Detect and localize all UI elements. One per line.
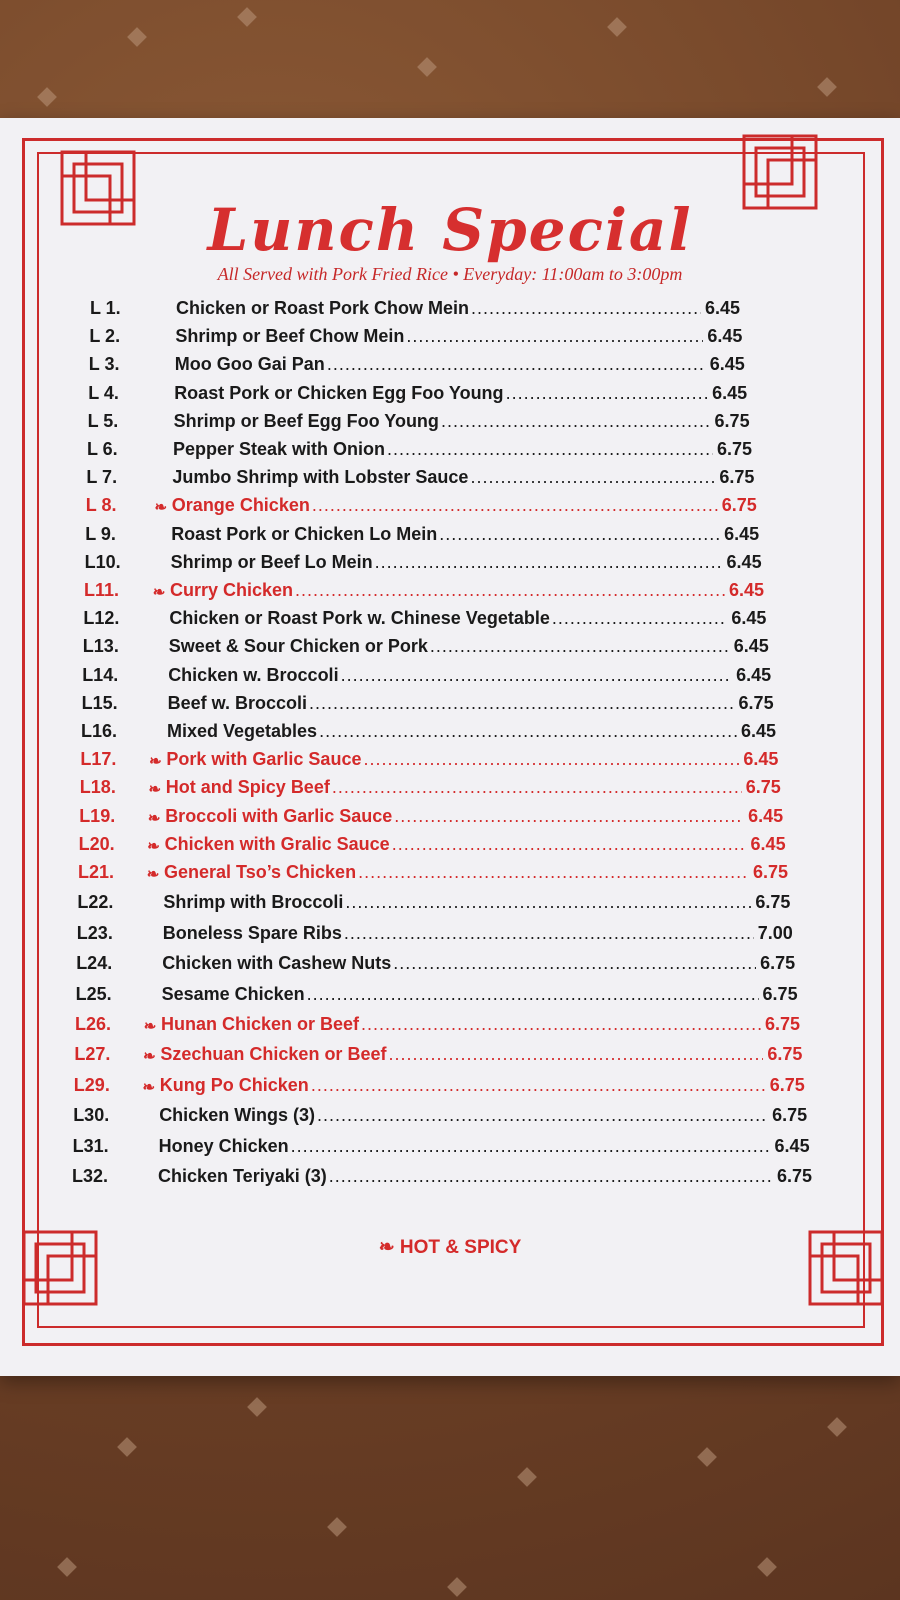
- item-code: L29.: [73, 1074, 110, 1095]
- item-price: 6.75: [760, 953, 796, 974]
- dot-leader: [317, 1105, 768, 1126]
- dot-leader: [388, 1044, 763, 1065]
- item-price: 6.75: [719, 467, 755, 488]
- item-price: 6.75: [764, 1014, 800, 1034]
- item-code: L32.: [72, 1166, 109, 1186]
- item-price: 6.75: [721, 495, 757, 516]
- item-price: 6.45: [709, 354, 745, 375]
- item-code: L14.: [82, 664, 119, 685]
- item-code: L15.: [81, 692, 118, 713]
- item-price: 6.75: [755, 892, 791, 913]
- item-code: L27.: [74, 1044, 111, 1065]
- menu-sheet: [0, 118, 900, 1376]
- item-code: L26.: [75, 1014, 112, 1034]
- item-price: 7.00: [757, 922, 793, 943]
- menu-item: [79, 519, 759, 545]
- page-title: Lunch Special: [207, 196, 693, 264]
- chili-pepper-icon: ❧: [152, 584, 166, 601]
- item-price: 6.75: [716, 439, 752, 459]
- tablecloth-dot: [247, 1397, 267, 1417]
- chili-pepper-icon: ❧: [154, 499, 168, 517]
- item-code: L12.: [83, 608, 120, 629]
- chili-pepper-icon: ❧: [143, 1048, 156, 1066]
- menu-item: [67, 1131, 810, 1157]
- item-price: 6.75: [714, 410, 750, 431]
- item-code: L18.: [79, 777, 116, 798]
- item-code: L11.: [84, 580, 120, 600]
- item-code: L25.: [75, 983, 112, 1004]
- menu-item: [77, 603, 766, 629]
- dot-leader: [312, 495, 718, 516]
- dot-leader: [345, 892, 751, 913]
- menu-item: [82, 378, 747, 404]
- legend-label: HOT & SPICY: [399, 1237, 522, 1258]
- item-price: 6.45: [743, 749, 779, 770]
- item-name: Chicken Teriyaki (3): [158, 1166, 327, 1186]
- menu-item: [69, 1009, 800, 1035]
- item-price: 6.75: [767, 1044, 803, 1065]
- item-price: 6.75: [772, 1105, 808, 1126]
- item-name: Sweet & Sour Chicken or Pork: [168, 636, 428, 657]
- item-price: 6.75: [738, 692, 774, 713]
- item-name: Kung Po Chicken: [159, 1074, 309, 1095]
- item-code: L22.: [77, 892, 114, 913]
- menu-item: [79, 547, 762, 573]
- item-name: Moo Goo Gai Pan: [174, 354, 325, 375]
- menu-item: [68, 1039, 802, 1065]
- menu-item: [72, 857, 788, 883]
- item-name: Beef w. Broccoli: [167, 692, 307, 713]
- item-name: Pork with Garlic Sauce: [166, 749, 362, 770]
- dot-leader: [358, 862, 749, 883]
- dot-leader: [552, 608, 728, 629]
- tablecloth-dot: [417, 57, 437, 77]
- menu-item: [80, 462, 754, 488]
- tablecloth-dot: [607, 17, 627, 37]
- item-price: 6.45: [712, 382, 748, 403]
- item-name: Shrimp or Beef Egg Foo Young: [173, 410, 439, 431]
- item-name: Szechuan Chicken or Beef: [160, 1044, 387, 1065]
- tablecloth-dot: [237, 7, 257, 27]
- item-price: 6.45: [728, 580, 764, 600]
- dot-leader: [309, 693, 735, 714]
- chili-pepper-icon: ❧: [142, 1078, 156, 1096]
- item-name: Honey Chicken: [158, 1135, 289, 1156]
- menu-item: [74, 772, 781, 798]
- item-code: L 1.: [90, 298, 121, 318]
- item-code: L 7.: [86, 467, 118, 488]
- item-name: Mixed Vegetables: [167, 721, 318, 741]
- item-name: Roast Pork or Chicken Lo Mein: [171, 523, 438, 544]
- menu-item: [81, 434, 752, 460]
- tablecloth-dot: [817, 77, 837, 97]
- menu-item: [67, 1100, 807, 1126]
- chili-pepper-icon: ❧: [149, 753, 162, 771]
- item-name: Roast Pork or Chicken Egg Foo Young: [174, 382, 504, 403]
- menu-item: [76, 688, 774, 714]
- menu-item: [83, 349, 745, 375]
- dot-leader: [332, 777, 742, 798]
- item-price: 6.75: [769, 1074, 805, 1095]
- tablecloth-dot: [757, 1557, 777, 1577]
- dot-leader: [329, 1166, 773, 1187]
- chili-pepper-icon: ❧: [146, 866, 160, 883]
- menu-item: [73, 829, 786, 855]
- item-name: Shrimp with Broccoli: [163, 892, 344, 913]
- item-price: 6.45: [724, 523, 760, 544]
- menu-item: [73, 801, 783, 827]
- dot-leader: [291, 1136, 771, 1157]
- menu-item: [66, 1161, 812, 1187]
- item-name: Chicken or Roast Pork w. Chinese Vegetable: [169, 608, 550, 629]
- item-code: L 2.: [89, 326, 121, 347]
- dot-leader: [375, 552, 723, 573]
- item-code: L16.: [81, 721, 118, 741]
- menu-item: [71, 918, 793, 944]
- dot-leader: [406, 326, 703, 347]
- item-price: 6.45: [704, 298, 740, 318]
- tablecloth-dot: [57, 1557, 77, 1577]
- tablecloth-dot: [697, 1447, 717, 1467]
- tablecloth-dot: [327, 1517, 347, 1537]
- dot-leader: [506, 383, 709, 404]
- dot-leader: [392, 834, 747, 855]
- menu-item: [68, 1070, 805, 1096]
- item-code: L 8.: [85, 495, 117, 516]
- item-code: L13.: [82, 636, 119, 657]
- item-code: L24.: [76, 953, 113, 974]
- menu-item: [80, 490, 757, 516]
- tablecloth-dot: [127, 27, 147, 47]
- chili-pepper-icon: ❧: [147, 809, 161, 827]
- dot-leader: [441, 411, 711, 432]
- menu-item: [74, 744, 778, 770]
- menu-item: [84, 293, 740, 319]
- item-code: L 5.: [87, 410, 119, 431]
- item-code: L 3.: [88, 354, 120, 375]
- chili-pepper-icon: ❧: [148, 781, 162, 799]
- tablecloth-dot: [447, 1577, 467, 1597]
- item-name: Boneless Spare Ribs: [162, 922, 342, 943]
- dot-leader: [363, 749, 739, 770]
- item-name: Chicken with Gralic Sauce: [164, 833, 390, 854]
- item-code: L 4.: [88, 382, 119, 403]
- item-price: 6.45: [750, 833, 786, 854]
- chili-pepper-icon: ❧: [143, 1018, 157, 1035]
- tablecloth-dot: [827, 1417, 847, 1437]
- item-name: Chicken or Roast Pork Chow Mein: [176, 298, 470, 318]
- item-code: L17.: [80, 749, 117, 770]
- dot-leader: [393, 953, 756, 974]
- dot-leader: [311, 1075, 766, 1096]
- menu-item: [78, 575, 764, 601]
- tablecloth-dot: [37, 87, 57, 107]
- menu-item: [77, 631, 769, 657]
- menu-item: [70, 948, 795, 974]
- hot-spicy-legend: [0, 1236, 900, 1259]
- menu-item: [76, 660, 771, 686]
- item-price: 6.45: [733, 636, 769, 657]
- item-name: Orange Chicken: [171, 495, 310, 516]
- item-code: L20.: [78, 833, 115, 854]
- chili-pepper-icon: ❧: [147, 837, 160, 855]
- item-code: L30.: [73, 1105, 110, 1126]
- item-code: L19.: [79, 805, 116, 826]
- item-name: General Tso’s Chicken: [164, 862, 357, 882]
- dot-leader: [387, 439, 713, 460]
- item-code: L 6.: [87, 439, 118, 459]
- item-name: Sesame Chicken: [161, 983, 305, 1004]
- item-code: L21.: [78, 862, 115, 882]
- item-name: Chicken w. Broccoli: [168, 664, 339, 685]
- dot-leader: [307, 984, 759, 1005]
- dot-leader: [439, 524, 720, 545]
- dot-leader: [430, 636, 730, 657]
- tablecloth-dot: [117, 1437, 137, 1457]
- item-code: L10.: [84, 551, 121, 572]
- item-price: 6.45: [740, 721, 776, 741]
- item-name: Curry Chicken: [170, 580, 294, 600]
- item-price: 6.75: [776, 1166, 812, 1186]
- item-name: Hot and Spicy Beef: [165, 777, 330, 798]
- item-price: 6.45: [726, 551, 762, 572]
- item-code: L31.: [72, 1135, 109, 1156]
- item-price: 6.75: [762, 983, 798, 1004]
- dot-leader: [361, 1014, 761, 1035]
- tablecloth-dot: [517, 1467, 537, 1487]
- item-name: Shrimp or Beef Lo Mein: [170, 551, 373, 572]
- menu-item: [71, 887, 790, 913]
- item-code: L23.: [76, 922, 113, 943]
- dot-leader: [394, 806, 744, 827]
- item-name: Jumbo Shrimp with Lobster Sauce: [172, 467, 469, 488]
- menu-item: [75, 716, 776, 742]
- item-price: 6.45: [748, 805, 784, 826]
- dot-leader: [470, 467, 715, 488]
- page-subtitle: All Served with Pork Fried Rice • Everyday: 11:00am to 3:00pm: [217, 264, 683, 284]
- item-price: 6.45: [774, 1135, 810, 1156]
- menu-item: [83, 321, 742, 347]
- item-name: Chicken with Cashew Nuts: [162, 953, 392, 974]
- item-price: 6.75: [745, 777, 781, 798]
- item-name: Pepper Steak with Onion: [173, 439, 386, 459]
- item-price: 6.45: [707, 326, 743, 347]
- dot-leader: [341, 665, 733, 686]
- menu-item: [82, 406, 750, 432]
- dot-leader: [344, 923, 754, 944]
- dot-leader: [471, 298, 701, 319]
- item-price: 6.45: [736, 664, 772, 685]
- dot-leader: [327, 354, 706, 375]
- item-price: 6.45: [731, 608, 767, 629]
- item-code: L 9.: [85, 523, 116, 544]
- chili-pepper-icon: ❧: [378, 1237, 395, 1258]
- menu-item: [70, 979, 798, 1005]
- item-name: Chicken Wings (3): [159, 1105, 316, 1126]
- item-name: Shrimp or Beef Chow Mein: [175, 326, 405, 347]
- item-name: Broccoli with Garlic Sauce: [165, 805, 393, 826]
- item-name: Hunan Chicken or Beef: [161, 1014, 360, 1034]
- item-price: 6.75: [752, 862, 788, 882]
- dot-leader: [295, 580, 725, 601]
- dot-leader: [319, 721, 737, 742]
